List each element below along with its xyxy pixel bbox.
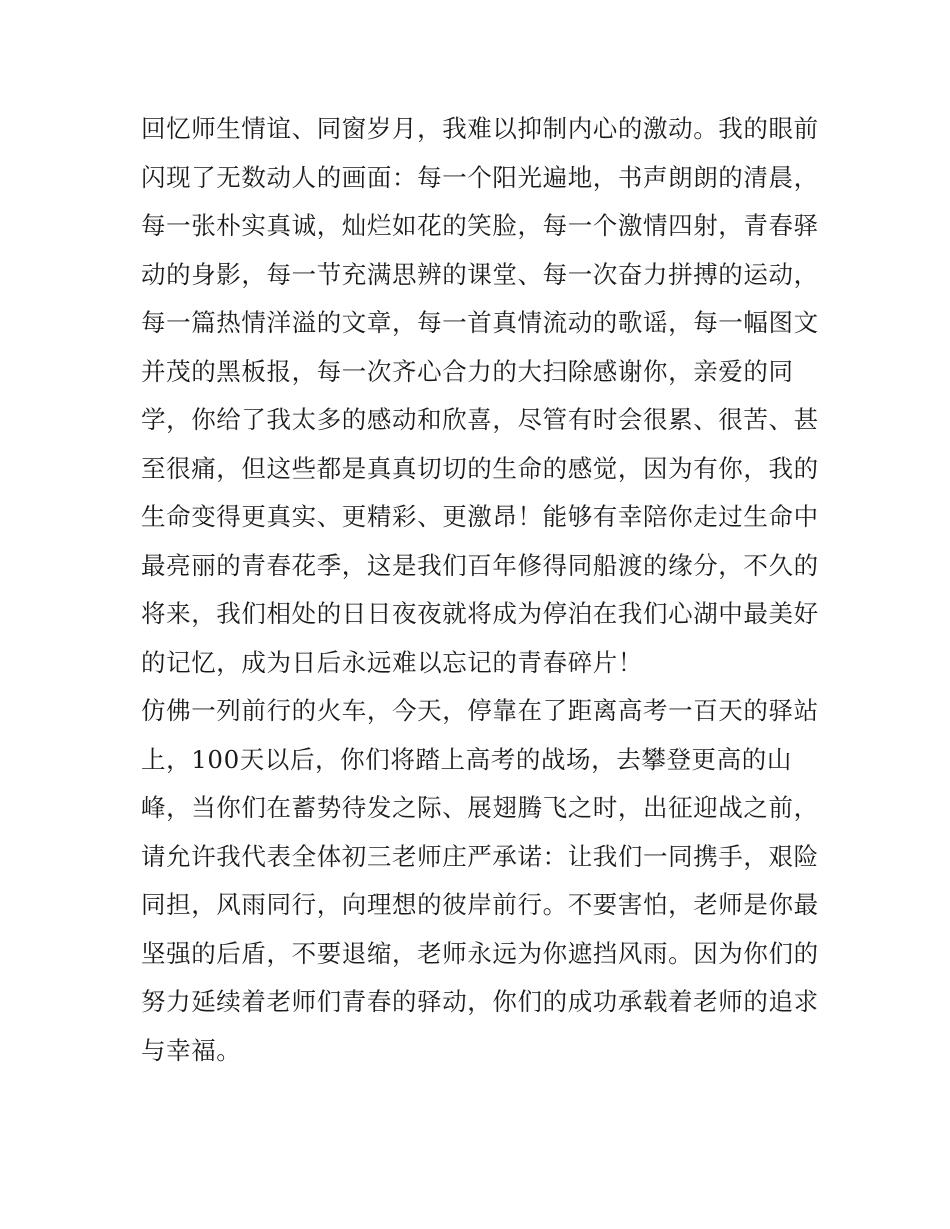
text-line: 闪现了无数动人的画面：每一个阳光遍地，书声朗朗的清晨， xyxy=(141,162,819,192)
text-line: 回忆师生情谊、同窗岁月，我难以抑制内心的激动。我的眼前 xyxy=(141,114,819,143)
text-line: 至很痛，但这些都是真真切切的生命的感觉，因为有你，我的 xyxy=(141,453,819,483)
text-line: 学，你给了我太多的感动和欣喜，尽管有时会很累、很苦、甚 xyxy=(141,405,819,434)
text-line: 与幸福。 xyxy=(141,1035,242,1065)
text-line: 努力延续着老师们青春的驿动，你们的成功承载着老师的追求 xyxy=(141,987,819,1016)
text-line: 仿佛一列前行的火车，今天，停靠在了距离高考一百天的驿站 xyxy=(141,696,819,725)
text-line: 生命变得更真实、更精彩、更激昂！能够有幸陪你走过生命中 xyxy=(141,502,819,531)
text-line: 并茂的黑板报，每一次齐心合力的大扫除感谢你，亲爱的同 xyxy=(141,356,794,386)
text-line: 请允许我代表全体初三老师庄严承诺：让我们一同携手，艰险 xyxy=(141,841,819,871)
text-line: 每一张朴实真诚，灿烂如花的笑脸，每一个激情四射，青春驿 xyxy=(141,211,819,240)
text-line: 将来，我们相处的日日夜夜就将成为停泊在我们心湖中最美好 xyxy=(141,599,819,628)
text-line: 每一篇热情洋溢的文章，每一首真情流动的歌谣，每一幅图文 xyxy=(141,308,819,337)
text-line: 动的身影，每一节充满思辨的课堂、每一次奋力拼搏的运动， xyxy=(141,259,819,289)
text-line: 的记忆，成为日后永远难以忘记的青春碎片！ xyxy=(141,647,643,677)
text-line: 最亮丽的青春花季，这是我们百年修得同船渡的缘分，不久的 xyxy=(141,550,819,580)
body-text xyxy=(141,105,821,1075)
text-line: 上，100天以后，你们将踏上高考的战场，去攀登更高的山 xyxy=(141,744,792,774)
text-line: 坚强的后盾，不要退缩，老师永远为你遮挡风雨。因为你们的 xyxy=(141,938,819,968)
text-line: 同担，风雨同行，向理想的彼岸前行。不要害怕，老师是你最 xyxy=(141,890,819,919)
text-line: 峰，当你们在蓄势待发之际、展翅腾飞之时，出征迎战之前， xyxy=(141,793,819,822)
